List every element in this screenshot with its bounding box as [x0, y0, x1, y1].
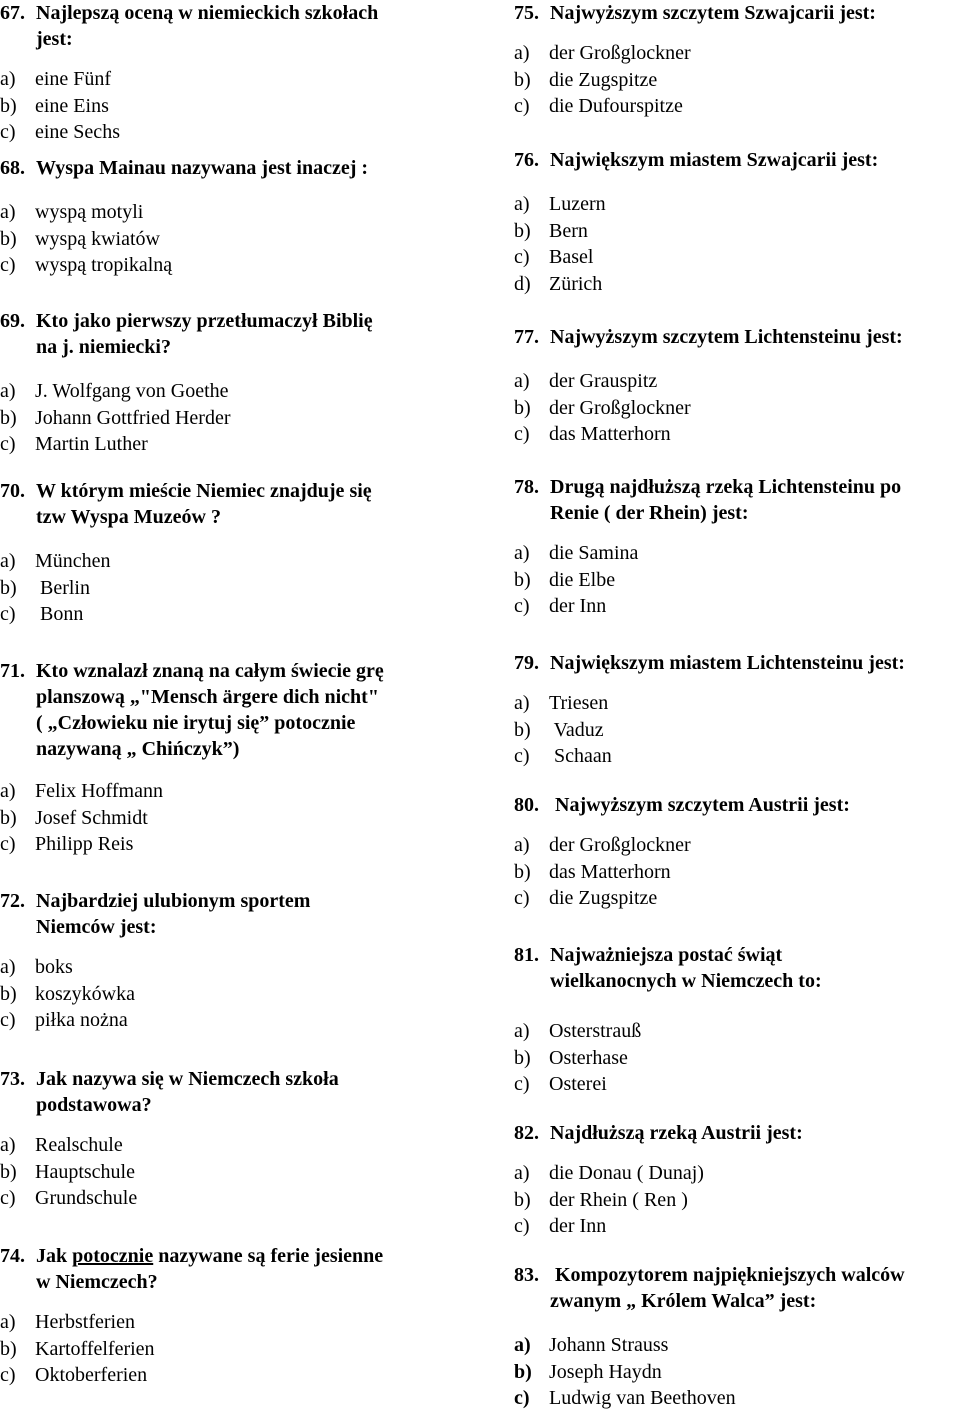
- option-letter: a): [0, 1134, 16, 1156]
- answer-option: [514, 743, 960, 770]
- option-letter: c): [514, 1215, 530, 1237]
- option-text: Osterstrauß: [549, 1020, 642, 1042]
- option-text: wyspą kwiatów: [35, 227, 160, 250]
- option-letter: c): [0, 1187, 16, 1209]
- answer-option: [0, 1132, 470, 1159]
- option-letter: c): [514, 423, 530, 445]
- question-text: Jak potocznie nazywane są ferie jesienne w Niemczech?: [36, 1245, 384, 1293]
- option-letter: a): [514, 42, 530, 64]
- question-78: [514, 474, 960, 620]
- option-text: Grundschule: [35, 1187, 138, 1209]
- option-text: Triesen: [549, 692, 609, 714]
- question-heading: [514, 792, 960, 818]
- option-text: Philipp Reis: [35, 833, 134, 855]
- question-number: 78.: [514, 476, 539, 498]
- option-letter: a): [0, 68, 16, 90]
- answer-options: [0, 778, 470, 858]
- option-letter: b): [0, 94, 17, 117]
- option-text: der Inn: [549, 595, 607, 617]
- option-letter: c): [0, 1364, 16, 1386]
- option-letter: c): [514, 1387, 530, 1409]
- option-text: die Elbe: [549, 568, 616, 591]
- question-80: [514, 792, 960, 912]
- option-text: Oktoberferien: [35, 1364, 148, 1386]
- option-text: der Inn: [549, 1215, 607, 1237]
- option-text: eine Sechs: [35, 121, 120, 143]
- answer-options: [514, 832, 960, 912]
- question-81: [514, 942, 960, 1098]
- question-number: 82.: [514, 1122, 539, 1144]
- answer-option: [0, 66, 470, 93]
- question-70: [0, 478, 470, 628]
- question-heading: [0, 658, 470, 762]
- answer-option: [514, 567, 960, 594]
- option-letter: a): [0, 550, 16, 572]
- option-letter: b): [0, 806, 17, 829]
- answer-option: [514, 1213, 960, 1240]
- answer-option: [0, 252, 470, 279]
- answer-option: [0, 1309, 470, 1336]
- option-letter: b): [514, 860, 531, 883]
- question-text: Jak nazywa się w Niemczech szkoła podstawowa?: [36, 1068, 339, 1116]
- answer-options: [0, 1132, 470, 1212]
- option-letter: b): [0, 1337, 17, 1360]
- question-73: [0, 1066, 470, 1212]
- question-number: 69.: [0, 310, 25, 332]
- question-number: 81.: [514, 944, 539, 966]
- question-text: Najwyższym szczytem Austrii jest:: [550, 794, 850, 816]
- question-heading: [514, 942, 960, 994]
- answer-option: [0, 831, 470, 858]
- answer-option: [514, 1359, 960, 1386]
- option-letter: a): [0, 780, 16, 802]
- question-heading: [0, 308, 470, 360]
- option-letter: c): [0, 603, 16, 625]
- option-text: die Zugspitze: [549, 887, 658, 909]
- answer-options: [514, 1332, 960, 1412]
- question-heading: [514, 650, 960, 676]
- answer-option: [514, 191, 960, 218]
- option-letter: c): [0, 433, 16, 455]
- option-letter: a): [0, 380, 16, 402]
- answer-option: [0, 1007, 470, 1034]
- option-text: Johann Strauss: [549, 1334, 669, 1356]
- option-letter: a): [514, 692, 530, 714]
- question-67: [0, 0, 470, 146]
- answer-option: [514, 690, 960, 717]
- answer-option: [514, 421, 960, 448]
- option-letter: a): [514, 542, 530, 564]
- option-letter: c): [0, 1009, 16, 1031]
- question-number: 79.: [514, 652, 539, 674]
- question-heading: [514, 147, 960, 173]
- answer-options: [514, 1160, 960, 1240]
- option-text: Bern: [549, 219, 588, 242]
- option-text: der Grauspitz: [549, 370, 658, 392]
- answer-options: [514, 40, 960, 120]
- question-heading: [514, 1262, 960, 1314]
- question-72: [0, 888, 470, 1034]
- answer-option: [0, 778, 470, 805]
- option-text: piłka nożna: [35, 1009, 128, 1031]
- answer-option: [0, 548, 470, 575]
- answer-option: [514, 218, 960, 245]
- question-number: 67.: [0, 2, 25, 24]
- question-number: 76.: [514, 149, 539, 171]
- question-74: [0, 1243, 470, 1389]
- option-letter: a): [0, 956, 16, 978]
- answer-options: [0, 66, 470, 146]
- option-letter: a): [514, 1162, 530, 1184]
- answer-option: [0, 1159, 470, 1186]
- answer-option: [514, 717, 960, 744]
- question-number: 70.: [0, 480, 25, 502]
- option-text: eine Fünf: [35, 68, 112, 90]
- question-heading: [0, 888, 470, 940]
- option-letter: b): [514, 68, 531, 91]
- question-text: Największym miastem Lichtensteinu jest:: [550, 652, 905, 674]
- option-text: die Donau ( Dunaj): [549, 1162, 704, 1184]
- question-text: Drugą najdłuższą rzeką Lichtensteinu po Renie ( der Rhein) jest:: [550, 476, 902, 524]
- question-text: Najwyższym szczytem Szwajcarii jest:: [550, 2, 876, 24]
- answer-option: [0, 431, 470, 458]
- option-letter: a): [514, 370, 530, 392]
- option-text: Johann Gottfried Herder: [35, 406, 231, 429]
- question-number: 74.: [0, 1245, 25, 1267]
- option-letter: b): [0, 576, 17, 599]
- option-text: eine Eins: [35, 94, 109, 117]
- answer-option: [0, 954, 470, 981]
- option-text: Joseph Haydn: [549, 1360, 662, 1383]
- question-69: [0, 308, 470, 458]
- option-text: Basel: [549, 246, 594, 268]
- answer-option: [514, 368, 960, 395]
- answer-option: [514, 271, 960, 298]
- answer-option: [514, 1160, 960, 1187]
- option-text: Martin Luther: [35, 433, 148, 455]
- option-letter: b): [514, 1188, 531, 1211]
- option-letter: c): [514, 95, 530, 117]
- answer-options: [514, 368, 960, 448]
- option-letter: b): [514, 1046, 531, 1069]
- option-letter: a): [514, 1020, 530, 1042]
- answer-option: [0, 981, 470, 1008]
- option-letter: a): [514, 834, 530, 856]
- answer-option: [514, 1385, 960, 1412]
- question-text: Kto wznalazł znaną na całym świecie grę planszową „"Mensch ärgere dich nicht" ( „Człowieku nie irytuj się” potocznie nazywaną „ Chińczyk”): [36, 660, 384, 760]
- answer-options: [0, 378, 470, 458]
- option-text: Luzern: [549, 193, 606, 215]
- option-letter: b): [0, 406, 17, 429]
- option-letter: b): [514, 718, 531, 741]
- question-number: 75.: [514, 2, 539, 24]
- option-text: Josef Schmidt: [35, 806, 148, 829]
- option-letter: c): [514, 887, 530, 909]
- answer-options: [0, 548, 470, 628]
- option-text: koszykówka: [35, 982, 135, 1005]
- answer-option: [514, 885, 960, 912]
- answer-options: [0, 199, 470, 279]
- option-text: München: [35, 550, 111, 572]
- answer-option: [0, 93, 470, 120]
- answer-option: [514, 1071, 960, 1098]
- question-79: [514, 650, 960, 770]
- answer-options: [0, 954, 470, 1034]
- answer-option: [0, 1362, 470, 1389]
- question-text: Najdłuższą rzeką Austrii jest:: [550, 1122, 803, 1144]
- option-letter: c): [0, 254, 16, 276]
- option-text: Herbstferien: [35, 1311, 135, 1333]
- question-heading: [514, 474, 960, 526]
- question-heading: [0, 0, 470, 52]
- answer-option: [0, 1185, 470, 1212]
- question-76: [514, 147, 960, 297]
- option-text: die Zugspitze: [549, 68, 658, 91]
- option-text: der Großglockner: [549, 834, 691, 856]
- option-letter: a): [0, 1311, 16, 1333]
- option-letter: b): [514, 396, 531, 419]
- option-text: die Samina: [549, 542, 639, 564]
- option-text: das Matterhorn: [549, 860, 671, 883]
- question-text: Wyspa Mainau nazywana jest inaczej :: [36, 157, 369, 179]
- option-text: Ludwig van Beethoven: [549, 1387, 736, 1409]
- answer-option: [0, 226, 470, 253]
- question-text: Najbardziej ulubionym sportem Niemców jest:: [36, 890, 311, 938]
- option-letter: c): [0, 121, 16, 143]
- option-text: Felix Hoffmann: [35, 780, 163, 802]
- option-text: der Großglockner: [549, 42, 691, 64]
- option-letter: b): [514, 1360, 532, 1383]
- question-number: 77.: [514, 326, 539, 348]
- answer-option: [0, 119, 470, 146]
- question-82: [514, 1120, 960, 1240]
- option-text: wyspą tropikalną: [35, 254, 173, 276]
- question-text: Największym miastem Szwajcarii jest:: [550, 149, 879, 171]
- option-text: boks: [35, 956, 73, 978]
- option-letter: a): [514, 193, 530, 215]
- question-number: 72.: [0, 890, 25, 912]
- question-68: [0, 155, 470, 279]
- answer-options: [0, 1309, 470, 1389]
- option-letter: a): [0, 201, 16, 223]
- question-text: Najważniejsza postać świąt wielkanocnych w Niemczech to:: [550, 944, 822, 992]
- question-heading: [514, 324, 960, 350]
- option-letter: c): [514, 595, 530, 617]
- answer-option: [514, 832, 960, 859]
- question-number: 73.: [0, 1068, 25, 1090]
- answer-option: [0, 199, 470, 226]
- option-letter: b): [0, 227, 17, 250]
- question-text: W którym mieście Niemiec znajduje się tzw Wyspa Muzeów ?: [36, 480, 372, 528]
- option-text: Osterei: [549, 1073, 607, 1095]
- option-letter: c): [514, 745, 530, 767]
- option-text: Hauptschule: [35, 1160, 135, 1183]
- question-number: 80.: [514, 794, 539, 816]
- option-text: Vaduz: [549, 718, 604, 741]
- option-letter: b): [514, 219, 531, 242]
- option-text: der Großglockner: [549, 396, 691, 419]
- answer-option: [0, 601, 470, 628]
- question-heading: [514, 0, 960, 26]
- question-75: [514, 0, 960, 120]
- question-heading: [0, 155, 470, 181]
- question-83: [514, 1262, 960, 1412]
- question-text: Najlepszą oceną w niemieckich szkołach jest:: [36, 2, 379, 50]
- option-text: Schaan: [549, 745, 612, 767]
- answer-options: [514, 1018, 960, 1098]
- question-number: 83.: [514, 1264, 539, 1286]
- answer-options: [514, 540, 960, 620]
- answer-option: [514, 1018, 960, 1045]
- question-number: 68.: [0, 157, 25, 179]
- answer-option: [514, 1187, 960, 1214]
- answer-option: [514, 40, 960, 67]
- option-text: Kartoffelferien: [35, 1337, 155, 1360]
- answer-option: [514, 593, 960, 620]
- question-heading: [0, 478, 470, 530]
- question-heading: [0, 1243, 470, 1295]
- option-text: wyspą motyli: [35, 201, 144, 223]
- answer-option: [0, 805, 470, 832]
- question-71: [0, 658, 470, 858]
- answer-option: [514, 67, 960, 94]
- answer-option: [0, 405, 470, 432]
- question-77: [514, 324, 960, 448]
- question-number: 71.: [0, 660, 25, 682]
- question-heading: [0, 1066, 470, 1118]
- option-text: J. Wolfgang von Goethe: [35, 380, 229, 402]
- answer-option: [0, 378, 470, 405]
- answer-options: [514, 690, 960, 770]
- answer-option: [514, 93, 960, 120]
- option-letter: b): [514, 568, 531, 591]
- option-letter: c): [514, 246, 530, 268]
- option-text: Realschule: [35, 1134, 123, 1156]
- answer-option: [514, 540, 960, 567]
- option-text: Zürich: [549, 272, 603, 295]
- answer-option: [0, 1336, 470, 1363]
- question-text: Najwyższym szczytem Lichtensteinu jest:: [550, 326, 903, 348]
- option-letter: a): [514, 1334, 531, 1356]
- answer-option: [0, 575, 470, 602]
- option-text: der Rhein ( Ren ): [549, 1188, 688, 1211]
- answer-options: [514, 191, 960, 297]
- answer-option: [514, 859, 960, 886]
- option-letter: c): [0, 833, 16, 855]
- answer-option: [514, 395, 960, 422]
- option-letter: d): [514, 272, 531, 295]
- question-text: Kto jako pierwszy przetłumaczył Biblię na j. niemiecki?: [36, 310, 373, 358]
- option-letter: b): [0, 982, 17, 1005]
- option-letter: b): [0, 1160, 17, 1183]
- option-text: Osterhase: [549, 1046, 628, 1069]
- option-text: Bonn: [35, 603, 84, 625]
- answer-option: [514, 1045, 960, 1072]
- answer-option: [514, 1332, 960, 1359]
- option-text: Berlin: [35, 576, 90, 599]
- question-heading: [514, 1120, 960, 1146]
- question-text: Kompozytorem najpiękniejszych walców zwanym „ Królem Walca” jest:: [550, 1264, 905, 1312]
- answer-option: [514, 244, 960, 271]
- option-letter: c): [514, 1073, 530, 1095]
- option-text: die Dufourspitze: [549, 95, 683, 117]
- option-text: das Matterhorn: [549, 423, 671, 445]
